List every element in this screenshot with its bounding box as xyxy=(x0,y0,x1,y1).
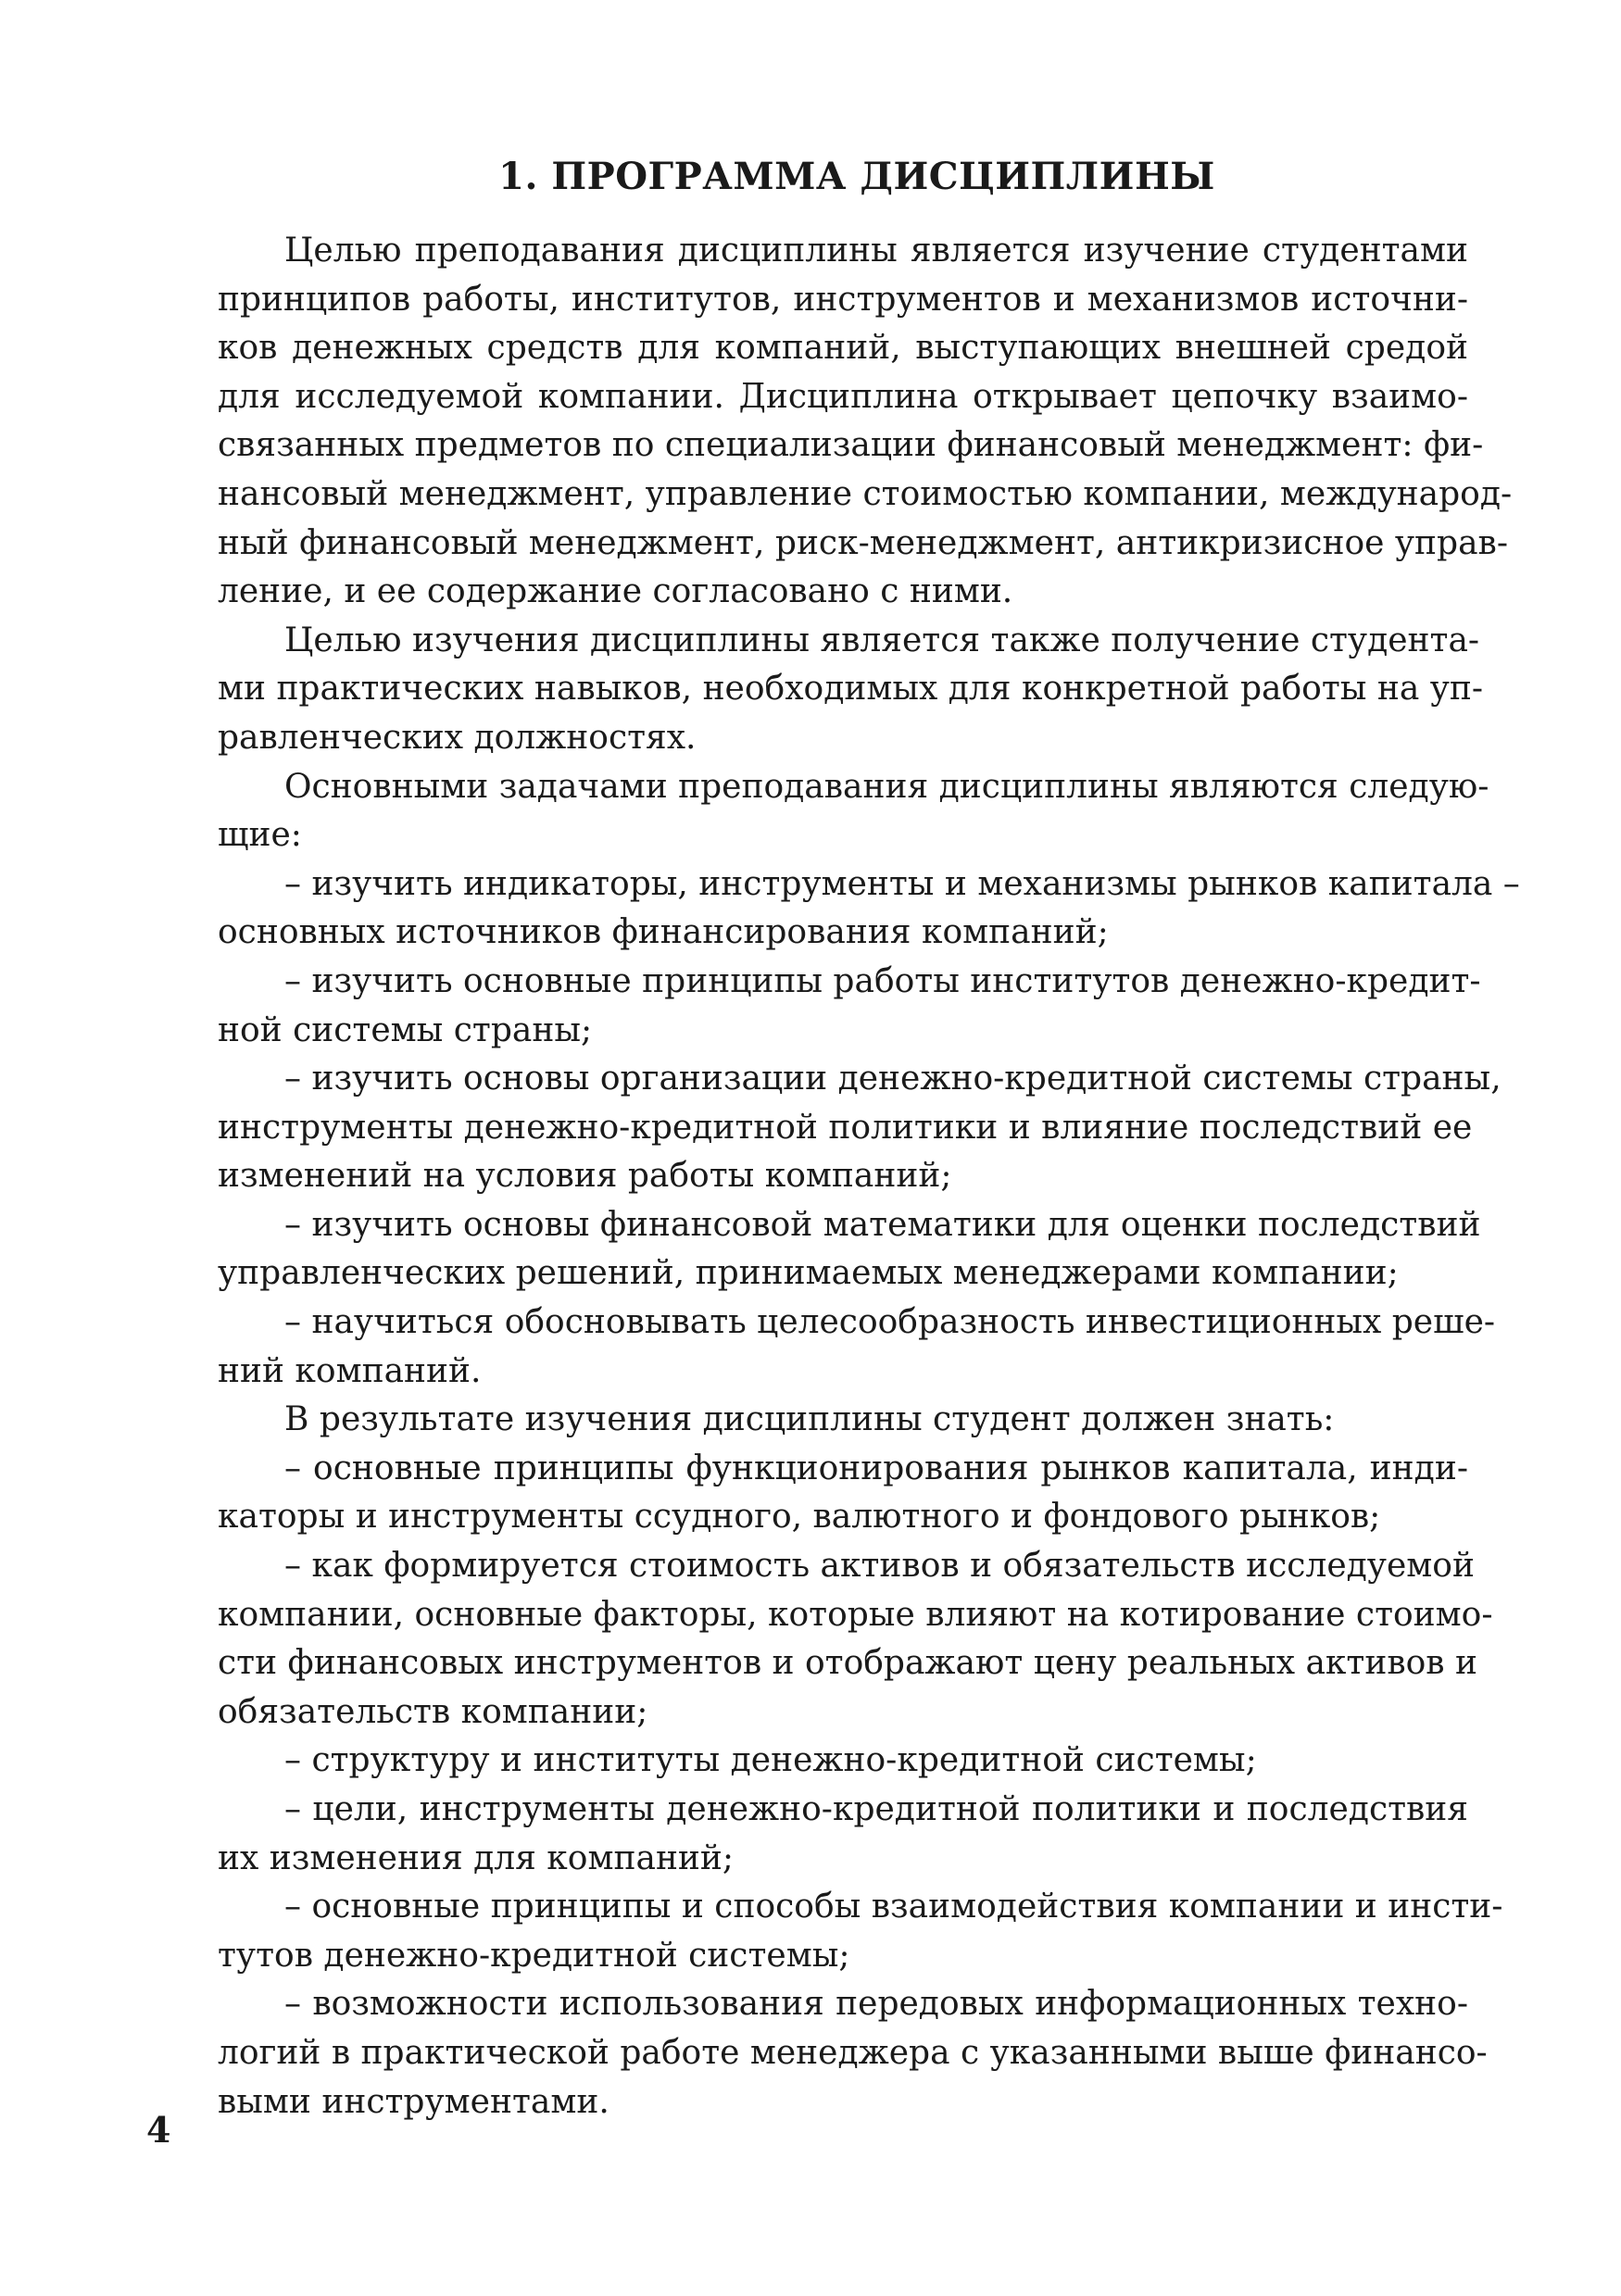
text-line: ний компаний. xyxy=(218,1351,482,1390)
text-line: ление, и ее содержание согласовано с ними. xyxy=(218,572,1013,611)
text-line: тутов денежно-кредитной системы; xyxy=(218,1936,850,1975)
text-line: ной системы страны; xyxy=(218,1010,593,1049)
paragraph xyxy=(218,1980,1488,2127)
paragraph xyxy=(218,1786,1468,1883)
text-line: Целью преподавания дисциплины является изучение студентами xyxy=(284,232,1468,270)
text-line: изменений на условия работы компаний; xyxy=(218,1157,952,1196)
paragraph xyxy=(218,860,1520,958)
text-line: – изучить основы организации денежно-кредитной системы страны, xyxy=(284,1060,1502,1098)
text-line: – как формируется стоимость активов и обязательств исследуемой xyxy=(284,1547,1475,1586)
text-line: Целью изучения дисциплины является также получение студента- xyxy=(284,621,1480,659)
text-line: управленческих решений, принимаемых менеджерами компании; xyxy=(218,1254,1399,1293)
text-line: – структуру и институты денежно-кредитной системы; xyxy=(284,1741,1257,1780)
page-content xyxy=(218,153,1520,2127)
page-number: 4 xyxy=(146,2109,171,2151)
paragraph xyxy=(218,227,1513,617)
text-line: инструменты денежно-кредитной политики и влияние последствий ее xyxy=(218,1108,1473,1147)
text-line: ков денежных средств для компаний, выступающих внешней средой xyxy=(218,329,1468,368)
text-line: – основные принципы и способы взаимодействия компании и инсти- xyxy=(284,1888,1503,1926)
text-line: основных источников финансирования компаний; xyxy=(218,913,1109,952)
text-line: – изучить основы финансовой математики для оценки последствий xyxy=(284,1205,1481,1244)
paragraph xyxy=(218,763,1489,860)
text-line: связанных предметов по специализации финансовый менеджмент: фи- xyxy=(218,426,1484,465)
text-line: обязательств компании; xyxy=(218,1692,648,1731)
paragraph xyxy=(218,617,1484,763)
text-line: – основные принципы функционирования рынков капитала, инди- xyxy=(284,1449,1468,1487)
paragraph xyxy=(218,1299,1496,1396)
text-line: щие: xyxy=(218,816,302,855)
text-line: В результате изучения дисциплины студент должен знать: xyxy=(284,1400,1335,1439)
text-line: Основными задачами преподавания дисциплины являются следую- xyxy=(284,767,1489,806)
text-line: – изучить основные принципы работы институтов денежно-кредит- xyxy=(284,961,1481,1000)
text-line: ми практических навыков, необходимых для конкретной работы на уп- xyxy=(218,670,1484,709)
text-line: ный финансовый менеджмент, риск-менеджмент, антикризисное управ- xyxy=(218,523,1508,562)
text-line: нансовый менеджмент, управление стоимостью компании, международ- xyxy=(218,474,1513,513)
paragraph xyxy=(218,1542,1493,1737)
body-text xyxy=(218,227,1520,2127)
paragraph xyxy=(218,1201,1481,1299)
text-line: – цели, инструменты денежно-кредитной политики и последствия xyxy=(284,1790,1468,1828)
paragraph xyxy=(218,958,1481,1055)
text-line: равленческих должностях. xyxy=(218,718,697,757)
text-line: выми инструментами. xyxy=(218,2082,609,2121)
text-line: – изучить индикаторы, инструменты и механизмы рынков капитала – xyxy=(284,864,1520,903)
text-line: сти финансовых инструментов и отображают цену реальных активов и xyxy=(218,1644,1477,1683)
paragraph xyxy=(218,1396,1468,1445)
text-line: для исследуемой компании. Дисциплина открывает цепочку взаимо- xyxy=(218,377,1468,416)
text-line: каторы и инструменты ссудного, валютного и фондового рынков; xyxy=(218,1498,1381,1537)
text-line: компании, основные факторы, которые влияют на котирование стоимо- xyxy=(218,1595,1493,1634)
paragraph xyxy=(218,1055,1502,1201)
text-line: – научиться обосновывать целесообразность инвестиционных реше- xyxy=(284,1303,1496,1342)
paragraph xyxy=(218,1737,1468,1786)
paragraph xyxy=(218,1445,1468,1542)
text-line: их изменения для компаний; xyxy=(218,1838,735,1877)
text-line: – возможности использования передовых информационных техно- xyxy=(284,1985,1468,2024)
text-line: принципов работы, институтов, инструментов и механизмов источни- xyxy=(218,280,1468,319)
page-title: 1. ПРОГРАММА ДИСЦИПЛИНЫ xyxy=(498,155,1215,198)
text-line: логий в практической работе менеджера с указанными выше финансо- xyxy=(218,2033,1488,2072)
paragraph xyxy=(218,1883,1503,1980)
